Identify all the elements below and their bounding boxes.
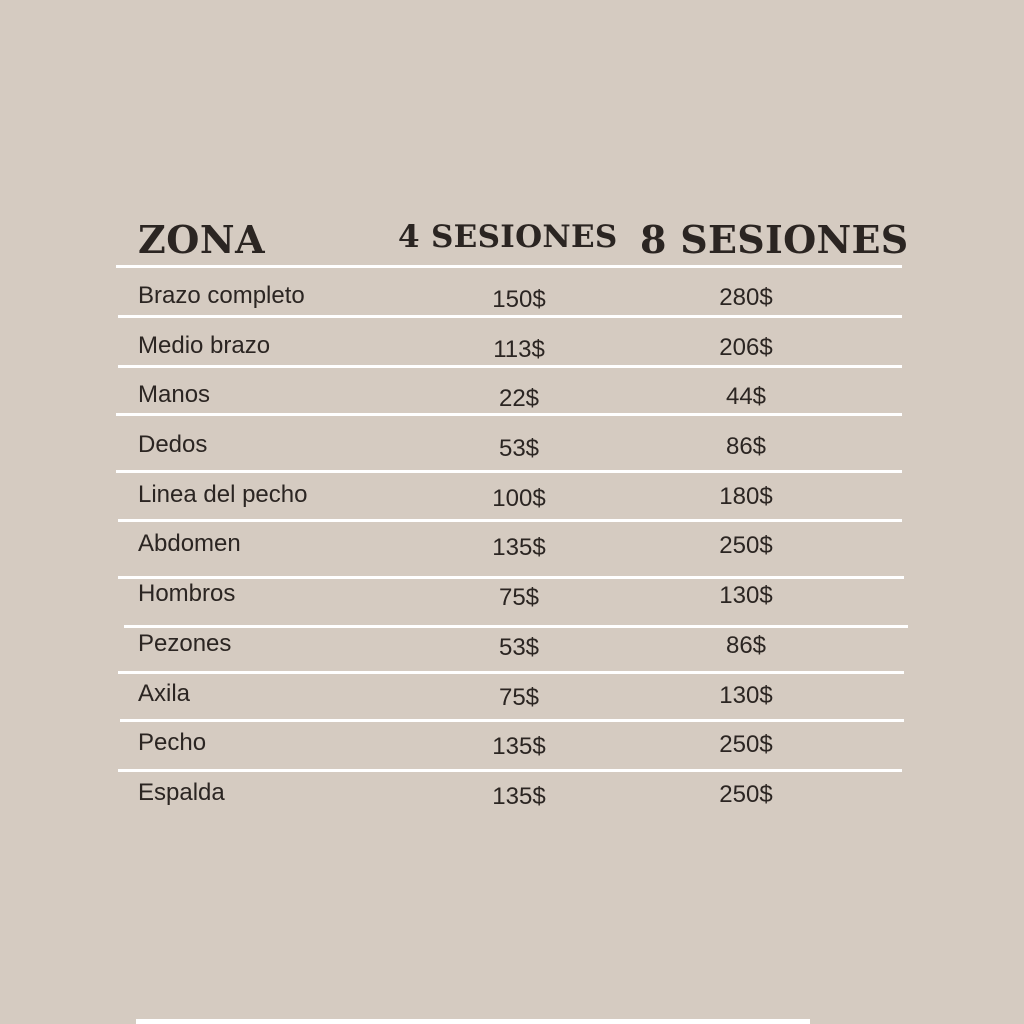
header-4-sesiones: 4 SESIONES bbox=[398, 219, 618, 255]
table-row bbox=[0, 268, 1024, 318]
header-zona: ZONA bbox=[138, 217, 266, 262]
zone-cell: Hombros bbox=[138, 580, 236, 608]
zone-cell: Axila bbox=[138, 679, 191, 707]
price-4-cell: 135$ bbox=[492, 782, 546, 810]
table-row bbox=[0, 417, 1024, 467]
price-4-cell: 150$ bbox=[492, 286, 546, 313]
table-row bbox=[0, 467, 1024, 517]
table-row bbox=[0, 616, 1024, 666]
price-4-cell: 135$ bbox=[492, 733, 546, 761]
price-8-cell: 130$ bbox=[719, 681, 773, 709]
table-body bbox=[0, 268, 1024, 815]
price-8-cell: 250$ bbox=[719, 532, 773, 560]
zone-cell: Pezones bbox=[138, 629, 232, 657]
zone-cell: Brazo completo bbox=[138, 282, 305, 309]
zone-cell: Manos bbox=[138, 381, 211, 409]
table-row bbox=[0, 318, 1024, 368]
price-4-cell: 113$ bbox=[493, 335, 545, 363]
zone-cell: Pecho bbox=[138, 729, 207, 757]
table-row bbox=[0, 566, 1024, 616]
table-row bbox=[0, 715, 1024, 765]
price-8-cell: 86$ bbox=[725, 433, 767, 461]
price-8-cell: 250$ bbox=[719, 731, 773, 759]
zone-cell: Dedos bbox=[138, 431, 208, 459]
price-4-cell: 100$ bbox=[492, 484, 546, 512]
price-4-cell: 53$ bbox=[498, 633, 540, 661]
header-8-sesiones: 8 SESIONES bbox=[640, 217, 909, 262]
price-8-cell: 180$ bbox=[719, 482, 773, 510]
table-header bbox=[0, 205, 1024, 265]
price-8-cell: 130$ bbox=[719, 582, 773, 610]
zone-cell: Abdomen bbox=[138, 530, 241, 558]
table-row bbox=[0, 367, 1024, 417]
table-row bbox=[0, 765, 1024, 815]
price-4-cell: 75$ bbox=[498, 683, 540, 711]
price-8-cell: 250$ bbox=[719, 780, 773, 808]
price-8-cell: 86$ bbox=[725, 631, 767, 659]
footer-divider bbox=[136, 1019, 810, 1024]
zone-cell: Medio brazo bbox=[138, 331, 271, 359]
table-row bbox=[0, 516, 1024, 566]
price-8-cell: 44$ bbox=[725, 383, 767, 411]
price-4-cell: 53$ bbox=[498, 435, 540, 463]
price-4-cell: 75$ bbox=[498, 584, 540, 612]
table-row bbox=[0, 666, 1024, 716]
zone-cell: Espalda bbox=[138, 778, 225, 806]
price-4-cell: 22$ bbox=[498, 385, 540, 413]
price-8-cell: 206$ bbox=[719, 333, 773, 361]
price-4-cell: 135$ bbox=[492, 534, 546, 562]
zone-cell: Linea del pecho bbox=[138, 480, 308, 508]
price-8-cell: 280$ bbox=[719, 284, 773, 311]
